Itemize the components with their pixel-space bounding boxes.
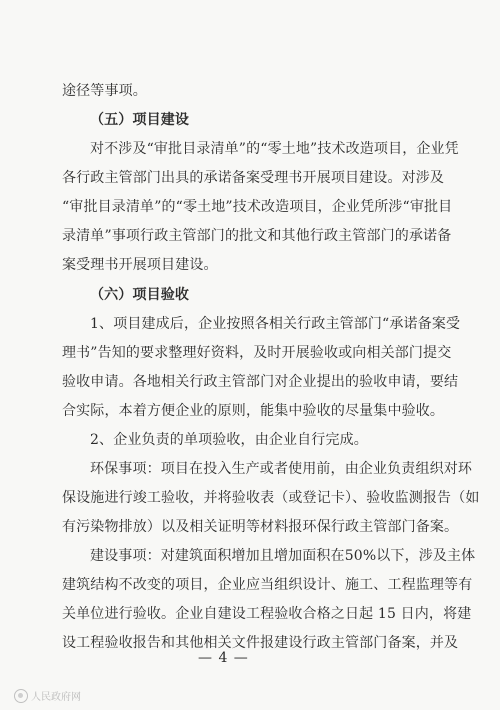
text-line: 建设事项：对建筑面积增加且增加面积在50%以下，涉及主体	[90, 548, 476, 564]
text-line: 关单位进行验收。企业自建设工程验收合格之日起 15 日内，将建	[62, 606, 472, 622]
text-line: 有污染物排放）以及相关证明等材料报环保行政主管部门备案。	[62, 519, 459, 535]
text-line: 合实际，本着方便企业的原则，能集中验收的尽量集中验收。	[62, 403, 445, 419]
text-line: 途径等事项。	[62, 83, 147, 99]
section-heading-5: （五）项目建设	[90, 112, 190, 128]
watermark-text: 人民政府网	[31, 692, 81, 703]
text-line: 验收申请。各地相关行政主管部门对企业提出的验收申请，要结	[62, 374, 459, 390]
text-line: 录清单”事项行政主管部门的批文和其他行政主管部门的承诺备	[62, 228, 452, 244]
section-heading-6: （六）项目验收	[90, 287, 190, 303]
text-line: 各行政主管部门出具的承诺备案受理书开展项目建设。对涉及	[62, 170, 445, 186]
text-line: 理书”告知的要求整理好资料，及时开展验收或向相关部门提交	[62, 345, 452, 361]
watermark	[14, 688, 81, 703]
text-line: 对不涉及“审批目录清单”的“零土地”技术改造项目，企业凭	[90, 141, 459, 157]
text-line: 环保事项：项目在投入生产或者使用前，由企业负责组织对环	[90, 461, 473, 477]
text-line: 保设施进行竣工验收，并将验收表（或登记卡）、验收监测报告（如	[62, 490, 480, 506]
page-number: — 4 —	[198, 650, 249, 666]
text-line: “审批目录清单”的“零土地”技术改造项目，企业凭所涉“审批目	[62, 199, 453, 215]
text-line: 2、企业负责的单项验收，由企业自行完成。	[90, 432, 368, 448]
text-line: 设工程验收报告和其他相关文件报建设行政主管部门备案，并及	[62, 635, 459, 651]
text-line: 建筑结构不改变的项目，企业应当组织设计、施工、工程监理等有	[62, 577, 473, 593]
watermark-logo-icon	[14, 689, 28, 703]
text-line: 案受理书开展项目建设。	[62, 257, 218, 273]
text-line: 1、项目建成后，企业按照各相关行政主管部门“承诺备案受	[90, 316, 461, 332]
